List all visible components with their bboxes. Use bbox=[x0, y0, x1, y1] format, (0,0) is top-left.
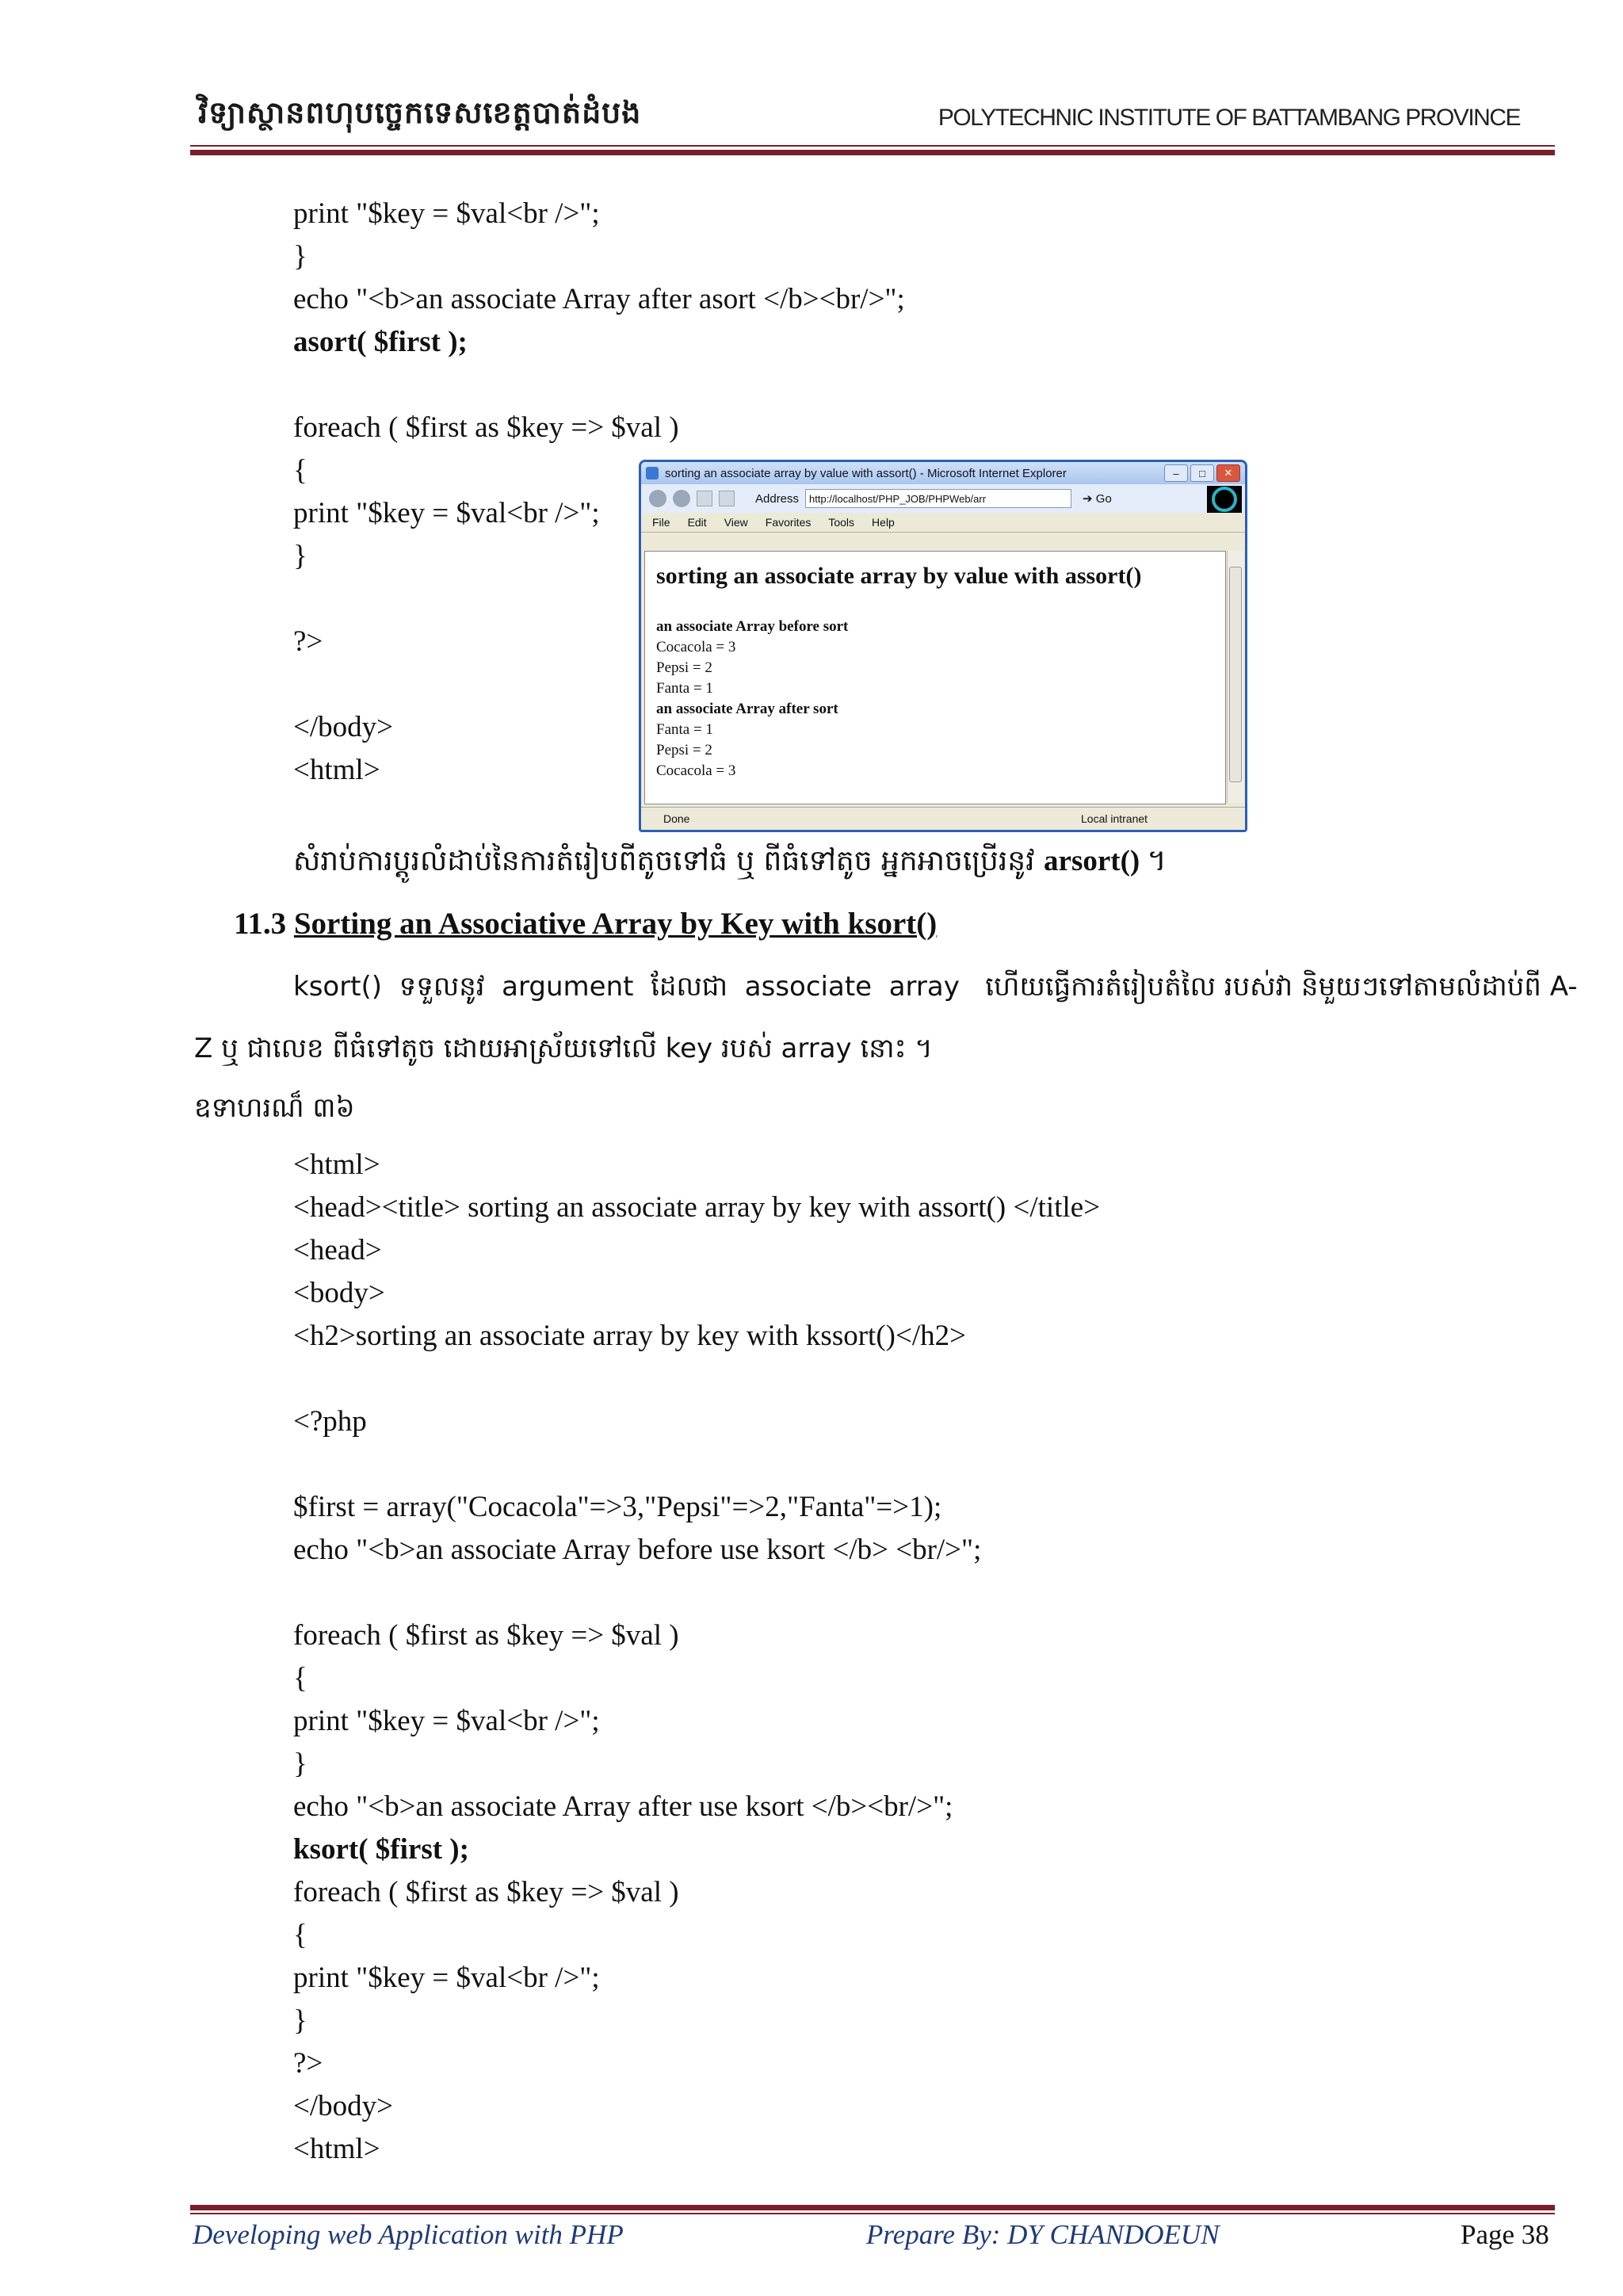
stop-icon[interactable] bbox=[719, 491, 735, 506]
output-line: Fanta = 1 bbox=[656, 680, 713, 697]
code-line: print "$key = $val<br />"; bbox=[293, 197, 600, 230]
code-line: </body> bbox=[293, 711, 394, 743]
output-line: an associate Array before sort bbox=[656, 618, 849, 635]
code-line: } bbox=[293, 240, 307, 273]
go-label: Go bbox=[1095, 492, 1112, 506]
code-line: asort( $first ); bbox=[293, 326, 468, 358]
menu-help[interactable]: Help bbox=[872, 516, 895, 529]
address-input[interactable]: http://localhost/PHP_JOB/PHPWeb/arr bbox=[805, 489, 1071, 508]
browser-toolbar bbox=[641, 484, 1245, 513]
browser-menu-bar bbox=[641, 513, 1245, 533]
example-label: ឧទាហរណ៏ ៣៦ bbox=[194, 1092, 355, 1124]
code-line: foreach ( $first as $key => $val ) bbox=[293, 411, 679, 444]
browser-status-bar bbox=[641, 807, 1245, 830]
header-rule-thick bbox=[190, 150, 1555, 155]
browser-title-bar bbox=[641, 462, 1245, 484]
code-line: print "$key = $val<br />"; bbox=[293, 1962, 600, 1994]
code-line: <body> bbox=[293, 1277, 385, 1309]
minimize-icon[interactable]: – bbox=[1164, 464, 1188, 482]
output-line: Pepsi = 2 bbox=[656, 742, 712, 758]
browser-viewport bbox=[644, 551, 1226, 804]
menu-favorites[interactable]: Favorites bbox=[765, 516, 812, 529]
code-line: } bbox=[293, 1748, 307, 1780]
code-line: <h2>sorting an associate array by key with kssort()</h2> bbox=[293, 1320, 966, 1352]
section-number: 11.3 bbox=[234, 907, 294, 941]
footer-author: Prepare By: DY CHANDOEUN bbox=[866, 2219, 1220, 2250]
output-line: Pepsi = 2 bbox=[656, 659, 712, 676]
section-heading bbox=[234, 906, 937, 942]
code-line: print "$key = $val<br />"; bbox=[293, 1705, 600, 1737]
code-line: { bbox=[293, 454, 307, 487]
close-icon[interactable]: ✕ bbox=[1216, 464, 1240, 482]
output-line: Fanta = 1 bbox=[656, 721, 713, 738]
forward-icon[interactable] bbox=[673, 490, 690, 507]
code-line: { bbox=[293, 1919, 307, 1951]
ie-page-icon bbox=[646, 467, 659, 479]
note-end: ។ bbox=[1140, 845, 1167, 877]
footer-rule-thin bbox=[190, 2213, 1555, 2214]
code-line: <head><title> sorting an associate array by key with assort() </title> bbox=[293, 1191, 1101, 1224]
scrollbar-thumb[interactable] bbox=[1229, 567, 1242, 782]
output-line: Cocacola = 3 bbox=[656, 639, 736, 655]
browser-title: sorting an associate array by value with assort() - Microsoft Internet Explorer bbox=[665, 466, 1067, 480]
code-line: { bbox=[293, 1662, 307, 1694]
ie-throbber-icon bbox=[1207, 486, 1242, 513]
go-button[interactable]: ➔ Go bbox=[1083, 492, 1112, 506]
code-line: echo "<b>an associate Array after use ksort </b><br/>"; bbox=[293, 1790, 953, 1823]
code-line: ?> bbox=[293, 625, 323, 658]
code-line: <html> bbox=[293, 2133, 380, 2165]
page-heading: sorting an associate array by value with assort() bbox=[656, 563, 1142, 589]
header-institute-english: POLYTECHNIC INSTITUTE OF BATTAMBANG PROVINCE bbox=[938, 105, 1520, 131]
code-line: <html> bbox=[293, 754, 380, 786]
status-zone: Local intranet bbox=[1081, 812, 1148, 825]
code-line: $first = array("Cocacola"=>3,"Pepsi"=>2,"Fanta"=>1); bbox=[293, 1491, 942, 1523]
menu-edit[interactable]: Edit bbox=[687, 516, 707, 529]
code-line: <html> bbox=[293, 1148, 380, 1181]
browser-screenshot bbox=[639, 460, 1247, 832]
code-line: ?> bbox=[293, 2047, 323, 2080]
footer-rule-thick bbox=[190, 2205, 1555, 2210]
header-rule-thin bbox=[190, 145, 1555, 147]
paragraph-line-1: ksort() ទទួលនូវ argument ដែលជា associate array ហើយធ្វើការតំរៀបតំលៃ របស់វា និមួយៗទៅតាមលំដាប់ពី A- bbox=[293, 971, 1578, 1003]
code-line: <?php bbox=[293, 1405, 367, 1438]
note-khmer: សំរាប់ការប្តូរលំដាប់នៃការតំរៀបពីតូចទៅធំ ឬ ពីធំទៅតូច អ្នកអាចប្រើរនូវ bbox=[293, 845, 1044, 877]
status-done: Done bbox=[663, 812, 690, 825]
address-label: Address bbox=[755, 491, 800, 506]
header-institute-khmer: វិទ្យាស្ថានពហុបច្ចេកទេសខេត្តបាត់ដំបង bbox=[198, 95, 642, 130]
menu-tools[interactable]: Tools bbox=[828, 516, 855, 529]
code-line: </body> bbox=[293, 2090, 394, 2122]
maximize-icon[interactable]: □ bbox=[1190, 464, 1214, 482]
refresh-icon[interactable] bbox=[697, 491, 712, 506]
code-line: <head> bbox=[293, 1234, 382, 1266]
code-line: print "$key = $val<br />"; bbox=[293, 497, 600, 529]
menu-view[interactable]: View bbox=[724, 516, 748, 529]
section-title: Sorting an Associative Array by Key with ksort() bbox=[293, 907, 938, 941]
code-line: } bbox=[293, 2004, 307, 2037]
code-line: ksort( $first ); bbox=[293, 1833, 469, 1866]
code-line: echo "<b>an associate Array after asort </b><br/>"; bbox=[293, 283, 905, 315]
paragraph-line-2: Z ឬ ជាលេខ ពីធំទៅតូច ដោយអាស្រ័យទៅលើ key របស់ array នោះ ។ bbox=[194, 1033, 933, 1064]
note-function: arsort() bbox=[1044, 845, 1140, 877]
page-number: Page 38 bbox=[1461, 2219, 1549, 2250]
code-line: echo "<b>an associate Array before use ksort </b> <br/>"; bbox=[293, 1534, 982, 1566]
back-icon[interactable] bbox=[649, 490, 666, 507]
footer-course: Developing web Application with PHP bbox=[193, 2219, 624, 2250]
arsort-note bbox=[293, 842, 1167, 881]
code-line: } bbox=[293, 540, 307, 572]
code-line: foreach ( $first as $key => $val ) bbox=[293, 1619, 679, 1652]
output-line: Cocacola = 3 bbox=[656, 762, 736, 779]
output-line: an associate Array after sort bbox=[656, 701, 838, 717]
code-line: foreach ( $first as $key => $val ) bbox=[293, 1876, 679, 1908]
menu-file[interactable]: File bbox=[652, 516, 670, 529]
